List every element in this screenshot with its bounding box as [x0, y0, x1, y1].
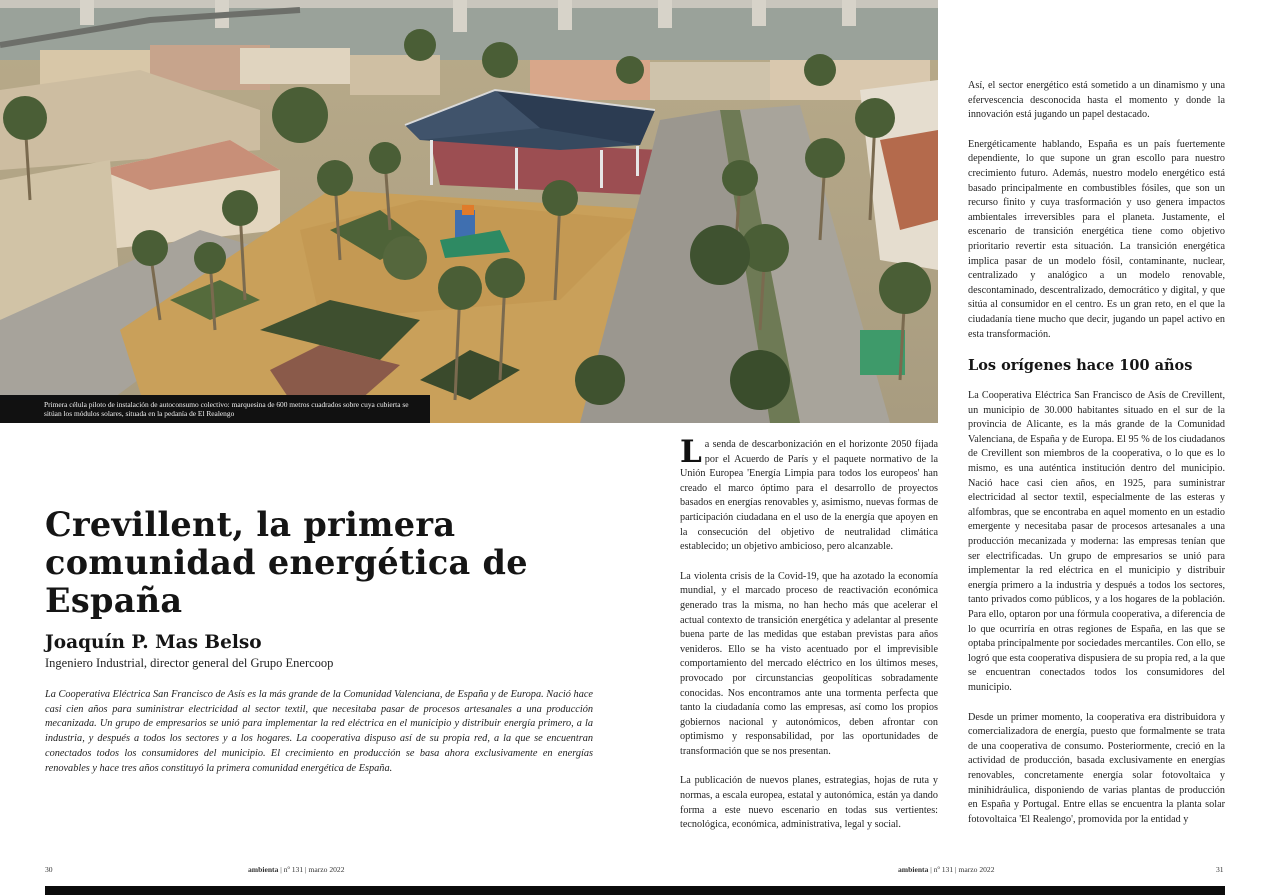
body-paragraph [680, 434, 938, 555]
drop-cap: L [680, 434, 702, 470]
author-role: Ingeniero Industrial, director general del Grupo Enercoop [45, 656, 334, 670]
section-heading: Los orígenes hace 100 años [968, 357, 1193, 375]
body-paragraph: La publicación de nuevos planes, estrategias, hojas de ruta y normas, a escala europea, estatal y autonómica, están ya dando forma a este nuevo escenario en todas sus vertientes: tecnológica, económica, administrativa, legal y social. [680, 775, 938, 831]
body-paragraph: Energéticamente hablando, España es un país fuertemente dependiente, lo que supone un gran escollo para nuestro crecimiento futuro. Además, nuestro modelo energético está basado principalmente en combustibles fósiles, que son un recurso finito y cuya trasformación y uso genera impactos ambientales irreversibles para el planeta. Justamente, el escenario de transición energética tiene como objetivo prioritario revertir esta situación. La transición energética implica pasar de un modelo fósil, contaminante, nuclear, centralizado y analógico a un modelo renovable, descontaminado, descentralizado, democrático y digital, y que sitúa al consumidor en el centro. Es un gran reto, en el que la ciudadanía tiene mucho que decir, jugando un papel activo en esta transformación. [968, 138, 1225, 340]
magazine-name: ambienta [248, 865, 279, 874]
article-title: Crevillent, la primera comunidad energética de España [45, 505, 528, 620]
issue-info: | nº 131 | marzo 2022 [930, 865, 995, 874]
page-number-left: 30 [45, 865, 53, 874]
article-abstract: La Cooperativa Eléctrica San Francisco de Asís es la más grande de la Comunidad Valenciana, de España y de Europa. Nació hace casi cien años para suministrar electricidad al sector textil, que necesitaba pasar de procesos artesanales a una producción mecanizada. Un grupo de empresarios se unió para implementar la red eléctrica en el municipio y distribuir energía primero, a la industria, y después a todos los sectores y a los hogares. La cooperativa dispuso así de su propia red, a la que se encuentran conectados todos los consumidores del municipio. El crecimiento en producción se basa ahora exclusivamente en energías renovables y hace tres años constituyó la primera comunidad energética de España. [45, 689, 593, 774]
body-paragraph: Así, el sector energético está sometido a un dinamismo y una efervescencia desconocida hasta el momento y donde la innovación está jugando un papel destacado. [968, 80, 1225, 121]
body-paragraph: La Cooperativa Eléctrica San Francisco de Asís de Crevillent, un municipio de 30.000 habitantes situado en el sur de la provincia de Alicante, es la más grande de la Comunidad Valenciana, de España y de Europa. El 95 % de los ciudadanos de Crevillent son miembros de la cooperativa, o lo que es lo mismo, es una auténtica institución dentro del municipio. Nació hace casi cien años, en 1925, para suministrar electricidad al sector textil, especialmente de las esteras y alfombras, que se encontraba en aquel momento en un estadio emergente y necesitaba pasar de procesos artesanales a una producción mecanizada y moderna: las empresas tenían que ser electrificadas. Un grupo de empresarios se unió para implementar la red eléctrica en el municipio y distribuir energía primero a la industria y después a todos los sectores, tanto privados como públicos, y a los hogares de la población. Para ello, optaron por una fórmula cooperativa, a diferencia de lo que ocurriría en otras regiones de España, en las que se optaba principalmente por sociedades mercantiles. Con ello, se logró que esta cooperativa dispusiera de su propia red, a la que se encuentran conectados todos los consumidores del municipio. [968, 390, 1225, 693]
paragraph-text: a senda de descarbonización en el horizonte 2050 fijada por el Acuerdo de París y el paquete normativo de la Unión Europea 'Energía Limpia para todos los europeos' han creado el marco óptimo para el desarrollo de proyectos basados en energías renovables y, asimismo, nuevas formas de participación ciudadana en el uso de la energía que apoyen en la consecución del objetivo de neutralidad climática establecido; un objetivo ambicioso, pero alcanzable. [680, 439, 938, 553]
author-name: Joaquín P. Mas Belso [45, 632, 262, 653]
body-column-right [968, 79, 1225, 842]
issue-info: | nº 131 | marzo 2022 [280, 865, 345, 874]
body-paragraph: Desde un primer momento, la cooperativa era distribuidora y comercializadora de energía, puesto que formalmente se trata de una cooperativa de consumo. Posteriormente, creció en la actividad de producción, basada exclusivamente en energías renovables, concretamente energía solar fotovoltaica y minihidráulica, disponiendo de varias plantas de producción en España y Portugal. Entre ellas se encuentra la planta solar fotovoltaica 'El Realengo', promovida por la entidad y [968, 711, 1225, 825]
footer-bar [45, 886, 1225, 895]
body-column-middle [680, 434, 938, 848]
page-number-right: 31 [1216, 865, 1224, 874]
aerial-photo [0, 0, 938, 423]
body-paragraph: La violenta crisis de la Covid-19, que ha azotado la economía mundial, y el marcado proceso de reactivación económica generado tras la misma, no han hecho más que acelerar el actual contexto de transición energética y adelantar al presente buena parte de las medidas que estaban previstas para años venideros. Ello se ha visto acentuado por el imprevisible comportamiento del mercado eléctrico en los últimos meses, provocado por circunstancias geopolíticas sobradamente conocidas. Nos encontramos ante una tormenta perfecta que tanto la ciudadanía como las empresas, así como los propios gobiernos nacional y autonómicos, deben afrontar con optimismo y responsabilidad, por las oportunidades de transformación que se nos presentan. [680, 570, 938, 757]
photo-caption: Primera célula piloto de instalación de autoconsumo colectivo: marquesina de 600 metros cuadrados sobre cuya cubierta se sitúan los módulos solares, situada en la pedanía de El Realengo [0, 395, 430, 423]
folio-right [898, 865, 995, 874]
folio-left [248, 865, 345, 874]
magazine-name: ambienta [898, 865, 929, 874]
